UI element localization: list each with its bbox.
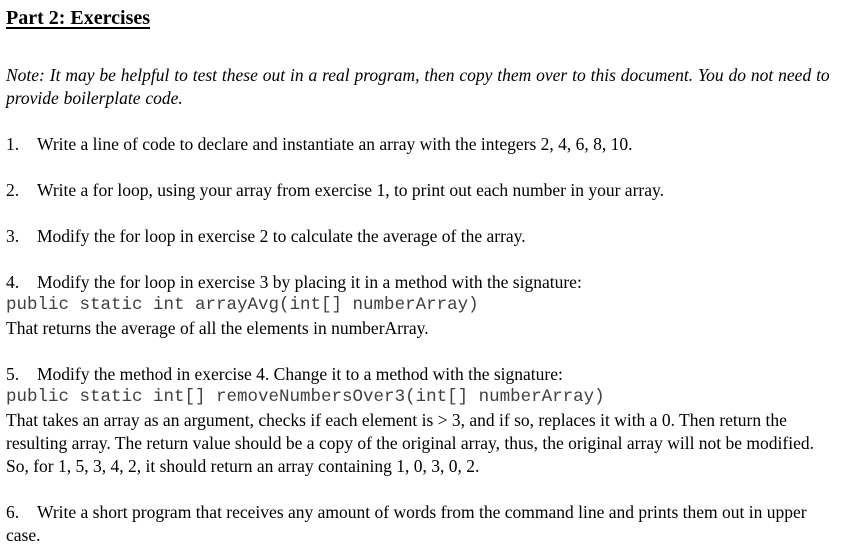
- exercise-text: Modify the for loop in exercise 3 by placing it in a method with the signature:: [37, 272, 582, 292]
- method-signature-code: public static int[] removeNumbersOver3(int[] numberArray): [6, 387, 605, 407]
- exercise-number: 4.: [6, 272, 20, 292]
- page-heading: Part 2: Exercises: [6, 7, 151, 29]
- exercise-5: [6, 363, 836, 478]
- exercise-text: Write a short program that receives any amount of words from the command line and prints them out in upper case.: [6, 502, 807, 545]
- exercise-3: [6, 225, 836, 248]
- exercise-text: Modify the for loop in exercise 2 to calculate the average of the array.: [37, 226, 526, 246]
- exercise-number: 6.: [6, 502, 20, 522]
- exercise-4: [6, 271, 836, 340]
- instructions-note: Note: It may be helpful to test these out in a real program, then copy them over to this document. You do not need to provide boilerplate code.: [6, 65, 830, 108]
- exercise-number: 5.: [6, 364, 20, 384]
- exercise-2: [6, 179, 836, 202]
- exercise-number: 3.: [6, 226, 20, 246]
- exercise-followup-text: That returns the average of all the elements in numberArray.: [6, 318, 429, 338]
- exercise-text: Modify the method in exercise 4. Change it to a method with the signature:: [37, 364, 563, 384]
- exercise-6: [6, 501, 836, 547]
- exercise-text: Write a line of code to declare and instantiate an array with the integers 2, 4, 6, 8, 10.: [37, 134, 633, 154]
- exercise-number: 2.: [6, 180, 20, 200]
- exercise-followup-text: That takes an array as an argument, checks if each element is > 3, and if so, replaces it with a 0. Then return the resulting array. The return value should be a copy of the original array, thus, the original array will not be modified. So, for 1, 5, 3, 4, 2, it should return an array containing 1, 0, 3, 0, 2.: [6, 410, 814, 476]
- exercise-text: Write a for loop, using your array from exercise 1, to print out each number in your array.: [37, 180, 664, 200]
- exercise-number: 1.: [6, 134, 20, 154]
- document-page: [6, 6, 836, 547]
- exercise-1: [6, 133, 836, 156]
- method-signature-code: public static int arrayAvg(int[] numberArray): [6, 295, 479, 315]
